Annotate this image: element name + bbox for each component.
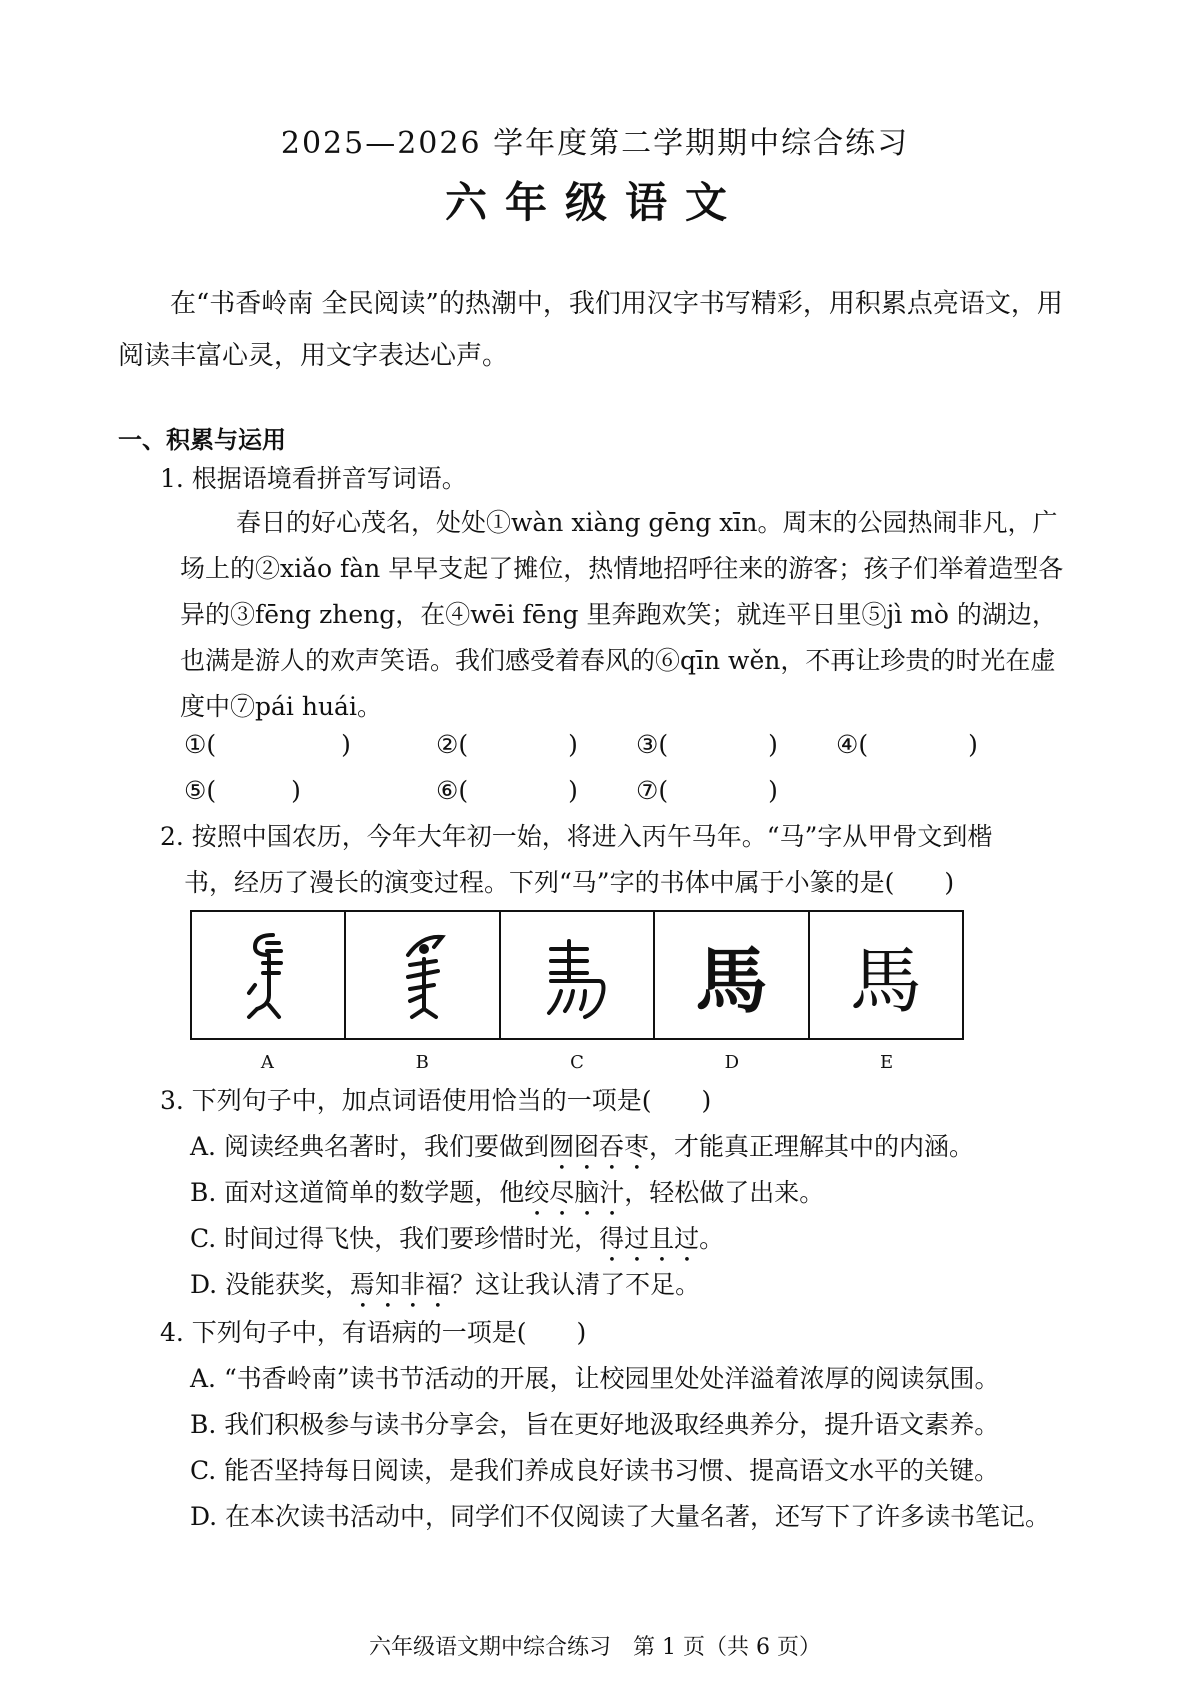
answer-row-1	[184, 722, 984, 768]
oracle-bone-horse-glyph	[233, 925, 303, 1025]
question-4-prompt: 4. 下列句子中，有语病的一项是( )	[160, 1318, 587, 1347]
clerical-horse-glyph: 馬	[695, 939, 768, 1023]
option-text: B. 面对这道简单的数学题，他	[190, 1178, 525, 1207]
glyph-option-letters	[190, 1052, 964, 1073]
glyph-cell-a[interactable]	[192, 912, 346, 1038]
option-text: A. 阅读经典名著时，我们要做到	[190, 1132, 549, 1161]
option-text: ，轻松做了出来。	[624, 1178, 825, 1207]
option-letter-e: E	[880, 1052, 894, 1073]
question-3-prompt: 3. 下列句子中，加点词语使用恰当的一项是( )	[160, 1086, 712, 1115]
answer-blank-3[interactable]: ③( )	[636, 730, 778, 759]
answer-blank-6[interactable]: ⑥( )	[436, 776, 578, 805]
option-letter-d: D	[724, 1052, 739, 1073]
option-letter-b: B	[415, 1052, 429, 1073]
glyph-cell-c[interactable]	[501, 912, 655, 1038]
page-footer: 六年级语文期中综合练习 第 1 页（共 6 页）	[369, 1635, 821, 1660]
question-3-option-d[interactable]	[190, 1262, 1070, 1314]
question-3-option-a[interactable]	[190, 1124, 1070, 1176]
glyph-cell-b[interactable]	[346, 912, 500, 1038]
small-seal-horse-glyph	[537, 925, 617, 1025]
question-1-passage: 春日的好心茂名，处处①wàn xiàng gēng xīn。周末的公园热闹非凡，广场上的②xiǎo fàn 早早支起了摊位，热情地招呼往来的游客；孩子们举着造型各异的③fēng zheng，在④wēi fēng 里奔跑欢笑；就连平日里⑤jì mò 的湖边，也满是游人的欢声笑语。我们感受着春风的⑥qīn wěn，不再让珍贵的时光在虚度中⑦pái huái。	[180, 508, 1064, 721]
option-text: ，才能真正理解其中的内涵。	[648, 1132, 974, 1161]
option-text: ？这让我认清了不足。	[450, 1270, 701, 1299]
answer-blank-7[interactable]: ⑦( )	[636, 776, 778, 805]
dotted-idiom: 囫囵吞枣	[548, 1132, 649, 1161]
dotted-idiom: 得过且过	[599, 1224, 700, 1253]
option-text: D. 没能获奖，	[190, 1270, 351, 1299]
glyph-cell-e[interactable]	[810, 912, 962, 1038]
option-letter-a: A	[260, 1052, 274, 1073]
question-1-prompt: 1. 根据语境看拼音写词语。	[160, 464, 467, 493]
question-3-option-c[interactable]	[190, 1216, 1070, 1268]
question-4-option-c[interactable]: C. 能否坚持每日阅读，是我们养成良好读书习惯、提高语文水平的关键。	[190, 1456, 1000, 1485]
question-3-option-b[interactable]	[190, 1170, 1070, 1222]
option-text: 。	[699, 1224, 725, 1253]
glyph-cell-d[interactable]	[655, 912, 809, 1038]
exam-subject: 六年级语文	[444, 178, 745, 227]
question-2-line-1: 2. 按照中国农历，今年大年初一始，将进入丙午马年。“马”字从甲骨文到楷	[160, 822, 993, 851]
answer-blank-5[interactable]: ⑤( )	[184, 776, 301, 805]
dotted-idiom: 焉知非福	[350, 1270, 451, 1299]
question-4-option-a[interactable]: A. “书香岭南”读书节活动的开展，让校园里处处洋溢着浓厚的阅读氛围。	[190, 1364, 1000, 1393]
dotted-idiom: 绞尽脑汁	[524, 1178, 625, 1207]
section-heading: 一、积累与运用	[118, 425, 286, 454]
answer-row-2	[184, 768, 984, 814]
answer-blank-4[interactable]: ④( )	[836, 730, 978, 759]
horse-glyph-table	[190, 910, 964, 1040]
option-text: C. 时间过得飞快，我们要珍惜时光，	[190, 1224, 600, 1253]
answer-blank-2[interactable]: ②( )	[436, 730, 578, 759]
question-4-option-b[interactable]: B. 我们积极参与读书分享会，旨在更好地汲取经典养分，提升语文素养。	[190, 1410, 1000, 1439]
answer-blank-1[interactable]: ①( )	[184, 730, 351, 759]
question-4-option-d[interactable]: D. 在本次读书活动中，同学们不仅阅读了大量名著，还写下了许多读书笔记。	[190, 1502, 1051, 1531]
option-letter-c: C	[570, 1052, 584, 1073]
bronze-horse-glyph	[388, 925, 458, 1025]
exam-title: 2025—2026 学年度第二学期期中综合练习	[280, 126, 910, 161]
regular-script-horse-glyph: 馬	[849, 939, 922, 1023]
question-2-line-2: 书，经历了漫长的演变过程。下列“马”字的书体中属于小篆的是( )	[184, 868, 955, 897]
intro-paragraph: 在“书香岭南 全民阅读”的热潮中，我们用汉字书写精彩，用积累点亮语文，用阅读丰富心灵，用文字表达心声。	[118, 289, 1063, 371]
